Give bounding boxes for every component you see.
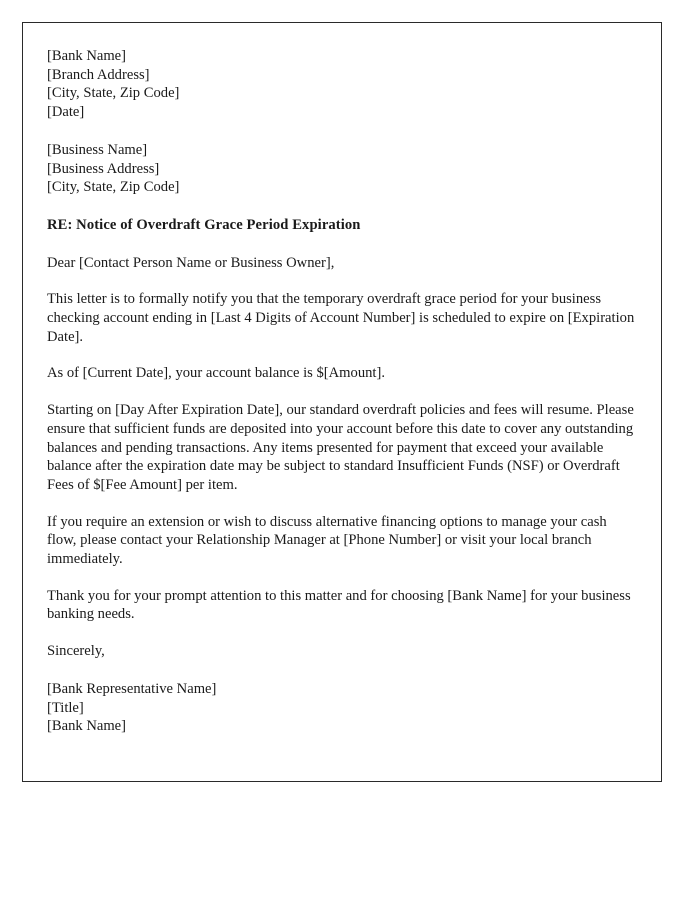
sender-line-bank-name: [Bank Name] [47, 48, 127, 64]
recipient-line-business-name: [Business Name] [47, 141, 148, 158]
sender-line-branch-address: [Branch Address] [47, 66, 150, 83]
document-page-frame [22, 22, 662, 782]
signature-line-representative-name: [Bank Representative Name] [47, 680, 217, 697]
paragraph-contact-manager: If you require an extension or wish to discuss alternative financing options to manage your cash flow, please contact your Relationship Manager at [Phone Number] or visit your local branch immediately. [47, 513, 607, 568]
letter-content [47, 47, 635, 736]
subject-line: RE: Notice of Overdraft Grace Period Expiration [47, 216, 361, 233]
recipient-line-business-address: [Business Address] [47, 160, 160, 177]
paragraph-current-balance: As of [Current Date], your account balance is $[Amount]. [47, 365, 385, 382]
salutation: Dear [Contact Person Name or Business Owner], [47, 254, 335, 271]
closing-line: Sincerely, [47, 643, 105, 660]
recipient-line-city-state-zip: [City, State, Zip Code] [47, 179, 180, 196]
paragraph-notice-of-expiration: This letter is to formally notify you that the temporary overdraft grace period for your business checking account ending in [Last 4 Digits of Account Number] is scheduled to expire on [Expiration Date]. [47, 291, 635, 345]
sender-line-city-state-zip: [City, State, Zip Code] [47, 85, 180, 102]
signature-block [47, 680, 635, 736]
sender-line-date: [Date] [47, 104, 85, 121]
paragraph-thank-you: Thank you for your prompt attention to this matter and for choosing [Bank Name] for your business banking needs. [47, 587, 631, 623]
recipient-address-block [47, 141, 635, 197]
signature-line-title: [Title] [47, 699, 84, 716]
paragraph-fees-resume: Starting on [Day After Expiration Date], our standard overdraft policies and fees will resume. Please ensure that sufficient funds are deposited into your account before this date to cover any outstanding balances and pending transactions. Any items presented for payment that exceed your available balance after the expiration date may be subject to standard Insufficient Funds (NSF) or Overdraft Fees of $[Fee Amount] per item. [47, 402, 634, 493]
sender-address-block [47, 47, 635, 122]
signature-line-bank-name: [Bank Name] [47, 718, 127, 735]
